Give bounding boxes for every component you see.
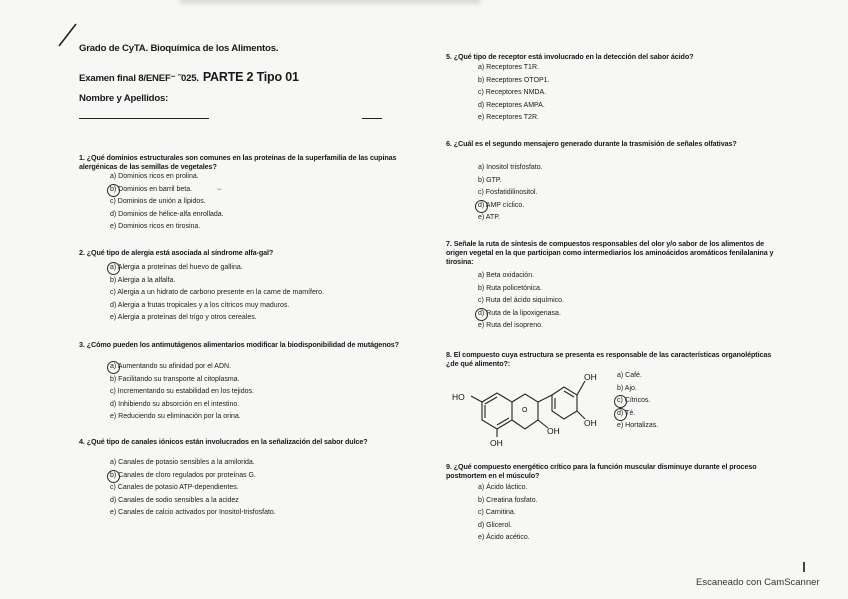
option-7c: c) Ruta del ácido siquímico. <box>478 297 564 305</box>
option-5b: b) Receptores OTOP1. <box>478 76 550 84</box>
option-5a: a) Receptores T1R. <box>478 64 539 71</box>
option-3d: d) Inhibiendo su absorción en el intestino. <box>110 400 240 408</box>
option-7b: b) Ruta policetónica. <box>478 284 542 292</box>
option-9a: a) Ácido láctico. <box>478 484 528 491</box>
option-7e: e) Ruta del isopreno. <box>478 322 543 330</box>
option-8d: d) Té. <box>617 408 658 421</box>
options-9 <box>478 482 538 545</box>
option-5d: d) Receptores AMPA. <box>478 101 545 109</box>
question-7: 7. Señale la ruta de síntesis de compuestos responsables del olor y/o sabor de los alimentos de origen vegetal en la que participan como intermediarios los aminoácidos aromáticos fenilalanina y tirosina: <box>446 239 774 266</box>
answer-circle <box>614 408 627 421</box>
options-7 <box>478 270 564 333</box>
option-8c: c) Cítricos. <box>617 395 658 408</box>
oh-label-1: OH <box>584 372 597 382</box>
option-1a: a) Dominios ricos en prolina. <box>110 173 199 180</box>
option-6b: b) GTP. <box>478 176 502 184</box>
option-2b: b) Alergia a la alfalfa. <box>110 276 176 284</box>
oh-label-2: OH <box>584 418 597 428</box>
answer-circle <box>107 262 120 275</box>
question-5: 5. ¿Qué tipo de receptor está involucrado en la detección del sabor ácido? <box>446 52 694 61</box>
answer-circle <box>107 361 120 374</box>
options-6 <box>478 162 543 225</box>
oh-label-3: OH <box>490 438 503 448</box>
option-2d: d) Alergia a frutas tropicales y a los cítricos muy maduros. <box>110 301 290 309</box>
option-9d: d) Glicerol. <box>478 521 512 529</box>
option-8b: b) Ajo. <box>617 384 637 392</box>
option-7a: a) Beta oxidación. <box>478 272 535 279</box>
option-2a: a) Alergia a proteínas del huevo de gallina. <box>110 262 324 275</box>
option-5e: e) Receptores T2R. <box>478 114 539 122</box>
question-8: 8. El compuesto cuya estructura se presenta es responsable de las características organolépticas ¿de qué alimento?: <box>446 350 772 368</box>
answer-circle <box>475 200 488 213</box>
name-label: Nombre y Apellidos: <box>79 93 169 104</box>
option-9b: b) Creatina fosfato. <box>478 496 538 504</box>
option-6e: e) ATP. <box>478 214 500 222</box>
option-4a: a) Canales de potasio sensibles a la amilorida. <box>110 459 255 466</box>
exam-title <box>79 70 299 84</box>
chemical-structure <box>452 370 612 452</box>
option-8a: a) Café. <box>617 372 642 379</box>
option-3c: c) Incrementando su estabilidad en los tejidos. <box>110 388 254 396</box>
exam-part: PARTE 2 Tipo 01 <box>202 70 299 84</box>
option-4d: d) Canales de sodio sensibles a la acidez <box>110 496 239 504</box>
option-4b: b) Canales de cloro regulados por proteínas G. <box>110 470 276 483</box>
oh-label-4: OH <box>547 426 560 436</box>
option-3b: b) Facilitando su transporte al citoplasma. <box>110 375 240 383</box>
question-4: 4. ¿Qué tipo de canales iónicos están involucrados en la señalización del sabor dulce? <box>79 437 368 446</box>
answer-circle <box>475 308 488 321</box>
question-1: 1. ¿Qué dominios estructurales son comunes en las proteínas de la superfamilia de las cupinas alergénicas de las semillas de vegetales? <box>79 153 397 171</box>
option-9e: e) Ácido acético. <box>478 534 530 542</box>
exam-date: Examen final 8/ENEF⁻ ˜025. <box>79 73 199 84</box>
option-6c: c) Fosfatidilinositol. <box>478 189 538 197</box>
option-6a: a) Inositol trisfosfato. <box>478 164 543 171</box>
question-3: 3. ¿Cómo pueden los antimutágenos alimentarios modificar la biodisponibilidad de mutágenos? <box>79 340 399 349</box>
option-4e: e) Canales de calcio activados por Inositol-trisfosfato. <box>110 509 276 517</box>
option-1c: c) Dominios de unión a lípidos. <box>110 198 206 206</box>
option-1e: e) Dominios ricos en tirosina. <box>110 223 201 231</box>
svg-text:O: O <box>522 407 528 414</box>
scan-mark <box>803 562 805 572</box>
name-line-1 <box>79 118 209 119</box>
option-8e: e) Hortalizas. <box>617 422 659 430</box>
question-2: 2. ¿Qué tipo de alergia está asociada al síndrome alfa-gal? <box>79 248 274 257</box>
answer-circle <box>107 470 120 483</box>
scan-smudge <box>180 0 480 4</box>
option-9c: c) Carnitina. <box>478 509 516 517</box>
ho-label: HO <box>452 392 465 402</box>
options-8 <box>617 370 658 433</box>
answer-circle <box>107 184 120 197</box>
course-title: Grado de CyTA. Bioquímica de los Alimentos. <box>79 43 279 54</box>
options-3 <box>110 361 254 424</box>
options-2 <box>110 262 324 325</box>
option-1d: d) Dominios de hélice-alfa enrollada. <box>110 210 224 218</box>
option-4c: c) Canales de potasio ATP-dependientes. <box>110 484 239 492</box>
option-3e: e) Reduciendo su eliminación por la orina. <box>110 413 241 421</box>
option-2c: c) Alergia a un hidrato de carbono presente en la carne de mamífero. <box>110 289 325 297</box>
options-4 <box>110 457 276 520</box>
option-7d: d) Ruta de la lipoxigenasa. <box>478 308 564 321</box>
answer-circle <box>614 395 627 408</box>
scanner-watermark: Escaneado con CamScanner <box>696 577 820 588</box>
name-line-2 <box>362 118 382 119</box>
option-5c: c) Receptores NMDA. <box>478 89 547 97</box>
option-1b: b) Dominios en barril beta. ⌣ <box>110 184 224 197</box>
question-9: 9. ¿Qué compuesto energético crítico para la función muscular disminuye durante el proceso postmortem en el músculo? <box>446 462 757 480</box>
options-1 <box>110 171 224 234</box>
option-3a: a) Aumentando su afinidad por el ADN. <box>110 361 254 374</box>
options-5 <box>478 62 549 125</box>
option-2e: e) Alergia a proteínas del trigo y otros cereales. <box>110 314 257 322</box>
pen-stroke <box>56 22 78 48</box>
option-6d: d) AMP cíclico. <box>478 200 543 213</box>
question-6: 6. ¿Cuál es el segundo mensajero generado durante la trasmisión de señales olfativas? <box>446 139 737 148</box>
